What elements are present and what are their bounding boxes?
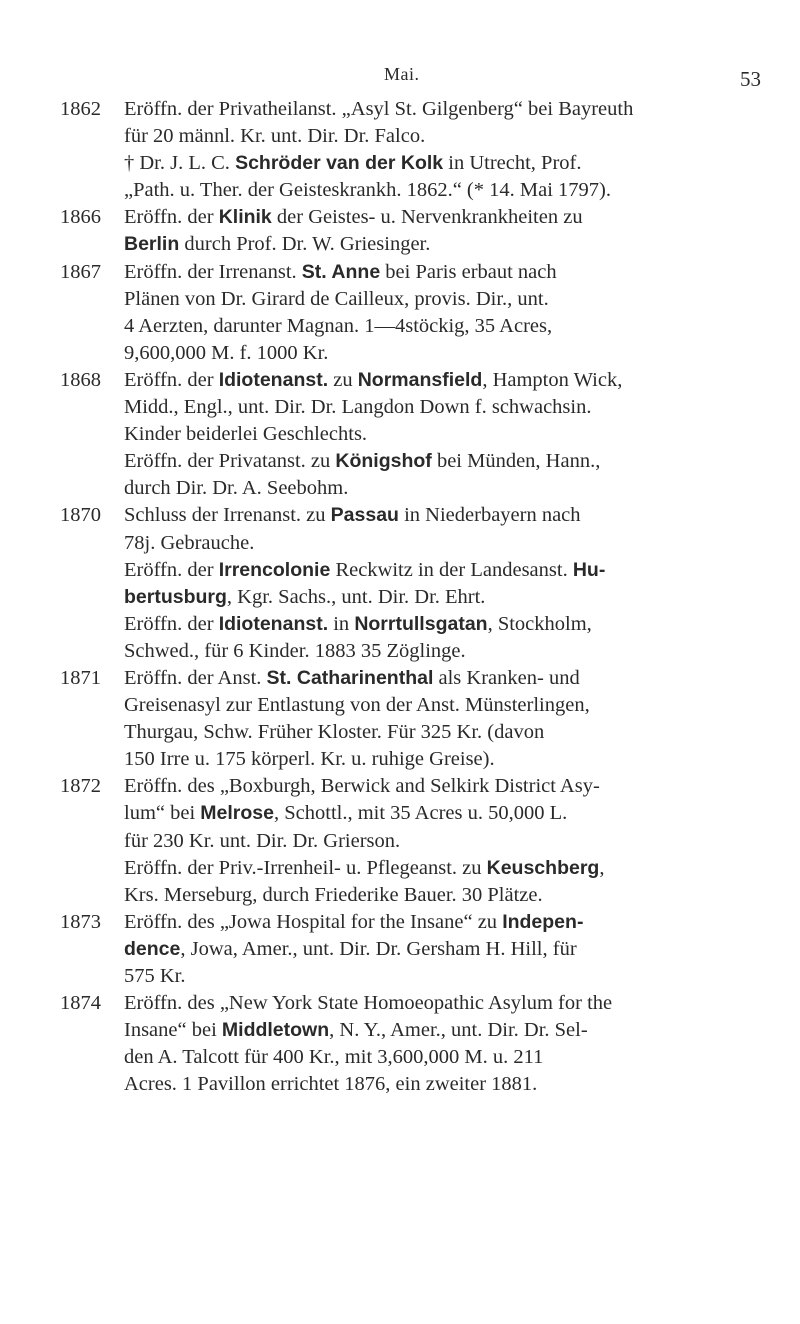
emphasized-term: Passau: [330, 504, 399, 527]
year-entry: [0, 773, 800, 908]
entry-line: für 20 männl. Kr. unt. Dir. Dr. Falco.: [124, 125, 426, 148]
entry-line: 575 Kr.: [124, 965, 186, 987]
entry-text: [124, 367, 764, 502]
entry-year: 1872: [60, 775, 101, 798]
year-entry: [0, 502, 800, 665]
entry-year: 1873: [60, 910, 101, 933]
entry-text: [124, 259, 764, 367]
emphasized-term: Königshof: [335, 450, 432, 473]
entry-line: Krs. Merseburg, durch Friederike Bauer. 30 Plätze.: [124, 883, 543, 906]
year-entry: [0, 204, 800, 258]
entry-line: Eröffn. der Privatanst. zu Königshof bei Münden, Hann.,: [124, 450, 601, 473]
emphasized-term: Irrencolonie: [218, 558, 331, 581]
running-head-month: Mai.: [384, 64, 420, 84]
emphasized-term: Idiotenanst.: [218, 612, 329, 635]
entry-text: [124, 909, 764, 990]
year-entry: [0, 909, 800, 990]
emphasized-term: St. Catharinenthal: [266, 666, 434, 689]
entry-year: 1868: [60, 368, 101, 391]
entry-line: Eröffn. der Irrenanst. St. Anne bei Paris erbaut nach: [124, 260, 557, 283]
entry-line: Plänen von Dr. Girard de Cailleux, provis. Dir., unt.: [124, 287, 549, 310]
entry-line: 78j. Gebrauche.: [124, 531, 255, 554]
year-entry: [0, 990, 800, 1098]
entry-year: 1862: [60, 98, 101, 120]
entry-line: Eröffn. des „Boxburgh, Berwick and Selkirk District Asy-: [124, 775, 600, 798]
entry-line: 150 Irre u. 175 körperl. Kr. u. ruhige Greise).: [124, 748, 495, 771]
entry-year: 1867: [60, 260, 101, 283]
entry-line: 4 Aerzten, darunter Magnan. 1—4stöckig, 35 Acres,: [124, 314, 553, 337]
entry-line: Acres. 1 Pavillon errichtet 1876, ein zweiter 1881.: [124, 1073, 538, 1096]
emphasized-term: bertusburg: [124, 585, 227, 608]
entry-year: 1871: [60, 666, 101, 689]
emphasized-term: Schröder van der Kolk: [235, 152, 444, 175]
entry-line: † Dr. J. L. C. Schröder van der Kolk in Utrecht, Prof.: [124, 152, 582, 175]
emphasized-term: Berlin: [124, 233, 180, 256]
entry-text: [124, 773, 764, 908]
emphasized-term: Indepen-: [502, 910, 584, 933]
entry-line: Eröffn. der Klinik der Geistes- u. Nervenkrankheiten zu: [124, 206, 583, 229]
chronicle-entries: [0, 96, 800, 1098]
emphasized-term: Melrose: [200, 802, 274, 825]
emphasized-term: Idiotenanst.: [218, 368, 329, 391]
entry-line: Midd., Engl., unt. Dir. Dr. Langdon Down f. schwachsin.: [124, 396, 592, 419]
entry-line: Schluss der Irrenanst. zu Passau in Niederbayern nach: [124, 504, 581, 527]
entry-text: [124, 204, 764, 258]
emphasized-term: dence: [124, 937, 181, 960]
entry-year: 1874: [60, 992, 101, 1015]
entry-line: Thurgau, Schw. Früher Kloster. Für 325 Kr. (davon: [124, 721, 545, 744]
emphasized-term: Normansfield: [357, 368, 483, 391]
entry-line: Eröffn. der Anst. St. Catharinenthal als Kranken- und: [124, 666, 580, 689]
entry-line: Eröffn. der Idiotenanst. zu Normansfield, Hampton Wick,: [124, 368, 623, 391]
emphasized-term: Norrtullsgatan: [354, 612, 488, 635]
emphasized-term: Keuschberg: [486, 856, 600, 879]
entry-text: [124, 96, 764, 204]
year-entry: [0, 259, 800, 367]
entry-line: Eröffn. der Priv.-Irrenheil- u. Pflegeanst. zu Keuschberg,: [124, 856, 605, 879]
entry-line: Eröffn. des „New York State Homoeopathic Asylum for the: [124, 992, 613, 1015]
entry-line: Eröffn. der Idiotenanst. in Norrtullsgatan, Stockholm,: [124, 612, 592, 635]
entry-line: für 230 Kr. unt. Dir. Dr. Grierson.: [124, 829, 401, 852]
entry-text: [124, 502, 764, 665]
entry-line: „Path. u. Ther. der Geisteskrankh. 1862.“ (* 14. Mai 1797).: [124, 179, 611, 202]
entry-line: Eröffn. der Irrencolonie Reckwitz in der Landesanst. Hu-: [124, 558, 606, 581]
emphasized-term: Klinik: [218, 206, 272, 229]
year-entry: [0, 367, 800, 502]
emphasized-term: St. Anne: [301, 260, 381, 283]
entry-year: 1866: [60, 206, 101, 229]
entry-line: Berlin durch Prof. Dr. W. Griesinger.: [124, 233, 431, 256]
emphasized-term: Hu-: [572, 558, 606, 581]
entry-text: [124, 665, 764, 773]
entry-line: Greisenasyl zur Entlastung von der Anst. Münsterlingen,: [124, 694, 590, 717]
entry-line: lum“ bei Melrose, Schottl., mit 35 Acres u. 50,000 L.: [124, 802, 568, 825]
entry-line: Kinder beiderlei Geschlechts.: [124, 423, 368, 446]
entry-line: 9,600,000 M. f. 1000 Kr.: [124, 341, 329, 364]
page-number: 53: [740, 67, 761, 91]
entry-line: Eröffn. der Privatheilanst. „Asyl St. Gilgenberg“ bei Bayreuth: [124, 98, 634, 120]
year-entry: [0, 96, 800, 204]
entry-line: Schwed., für 6 Kinder. 1883 35 Zöglinge.: [124, 639, 466, 662]
entry-year: 1870: [60, 504, 101, 527]
page-header: [0, 64, 800, 94]
entry-line: Insane“ bei Middletown, N. Y., Amer., unt. Dir. Dr. Sel-: [124, 1019, 588, 1042]
entry-line: dence, Jowa, Amer., unt. Dir. Dr. Gersham H. Hill, für: [124, 937, 577, 960]
entry-text: [124, 990, 764, 1098]
entry-line: bertusburg, Kgr. Sachs., unt. Dir. Dr. Ehrt.: [124, 585, 486, 608]
entry-line: den A. Talcott für 400 Kr., mit 3,600,000 M. u. 211: [124, 1046, 544, 1069]
entry-line: durch Dir. Dr. A. Seebohm.: [124, 477, 349, 500]
emphasized-term: Middletown: [221, 1019, 330, 1042]
entry-line: Eröffn. des „Jowa Hospital for the Insane“ zu Indepen-: [124, 910, 584, 933]
year-entry: [0, 665, 800, 773]
